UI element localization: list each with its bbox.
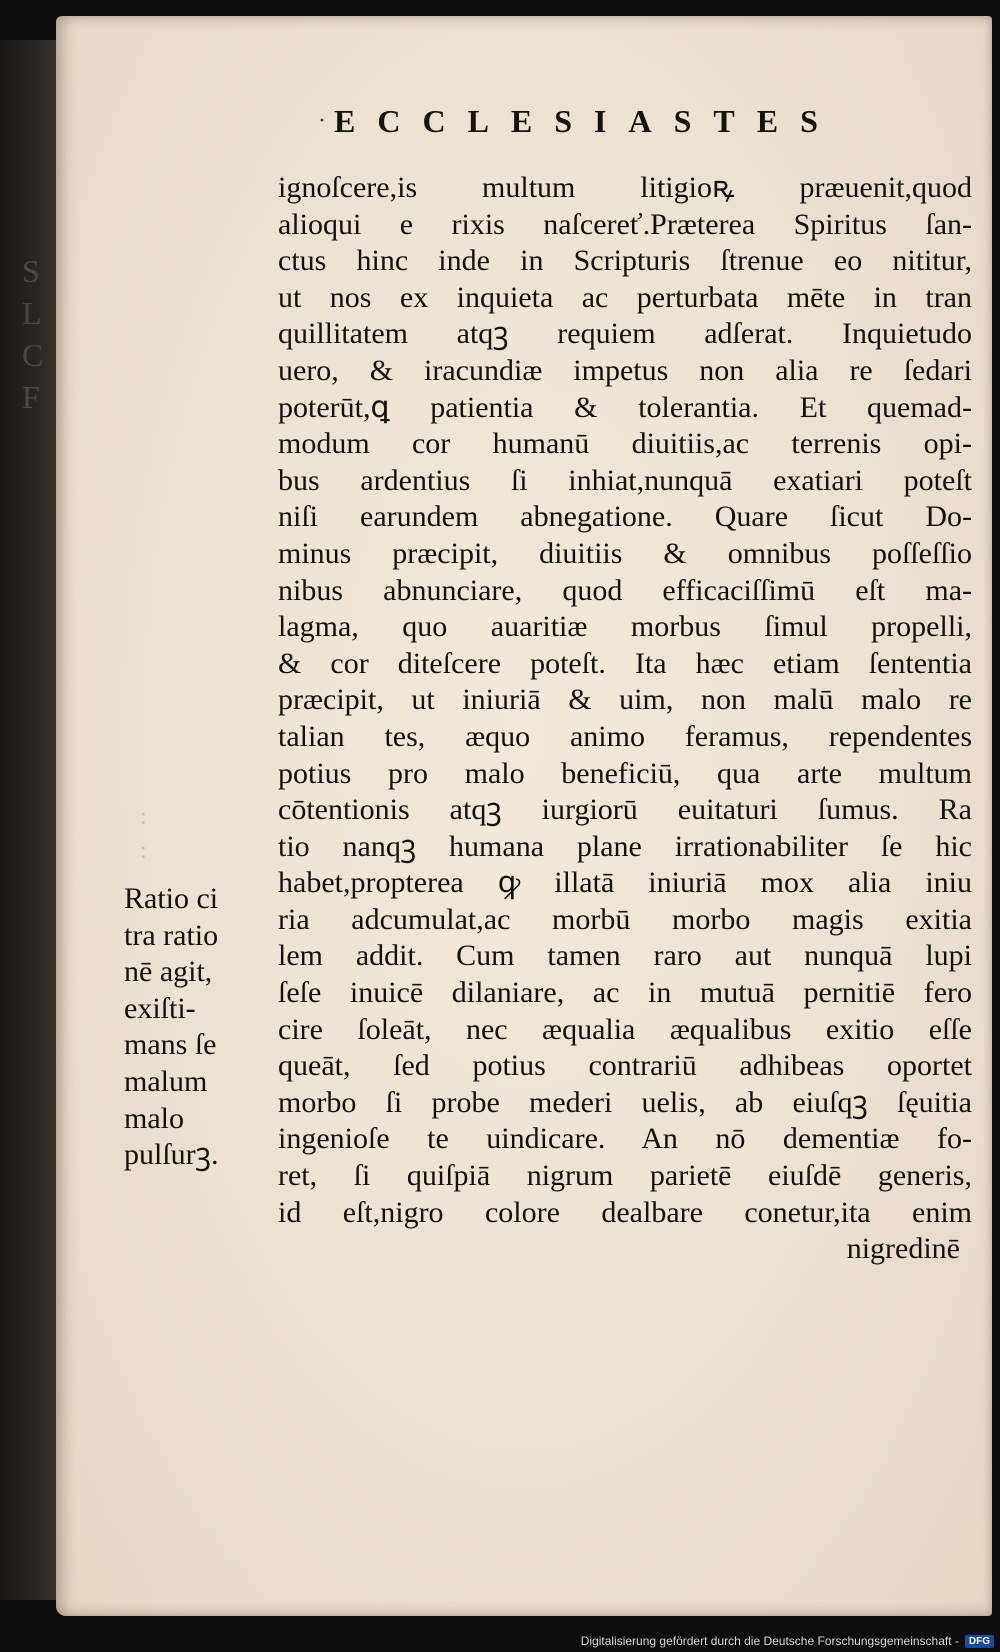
marginal-note-line: pulſurꝫ. (124, 1138, 219, 1172)
text-line: poterūt,ꝗ patientia & tolerantia. Et quemad- (278, 390, 972, 424)
text-line: bus ardentius ſi inhiat,nunquā exatiari poteſt (278, 463, 972, 497)
text-line: ria adcumulat,ac morbū morbo magis exitia (278, 902, 972, 936)
catchword: nigredinē (846, 1232, 960, 1266)
text-line: cire ſoleāt, nec æqualia æqualibus exitio eſſe (278, 1012, 972, 1046)
text-line: modum cor humanū diuitiis,ac terrenis opi- (278, 427, 972, 461)
text-line: cōtentionis atqꝫ iurgiorū euitaturi ſumus. Ra (278, 793, 972, 827)
running-head (318, 96, 878, 146)
body-text (278, 170, 972, 1268)
marginal-note-line: malo (124, 1101, 184, 1135)
text-line: id eſt,nigro colore dealbare conetur,ita enim (278, 1195, 972, 1229)
text-line: minus præcipit, diuitiis & omnibus poſſeſſio (278, 536, 972, 570)
marginal-note-line: exiſti- (124, 991, 196, 1025)
marginal-bleed-through: : : (140, 804, 147, 864)
text-line: alioqui e rixis naſcereť.Præterea Spiritus ſan- (278, 207, 972, 241)
marginal-note-line: Ratio ci (124, 882, 219, 915)
text-line: uero, & iracundiæ impetus non alia re ſedari (278, 353, 972, 387)
text-line: quillitatem atqꝫ requiem adſerat. Inquietudo (278, 317, 972, 351)
footer-credit: Digitalisierung gefördert durch die Deutsche Forschungsgemeinschaft - (580, 1634, 959, 1648)
marginal-note-line: mans ſe (124, 1028, 217, 1062)
marginal-note-line: malum (124, 1064, 208, 1098)
text-line: habet,propterea ꝙ illatā iniuriā mox alia iniu (278, 866, 972, 900)
text-line: ret, ſi quiſpiā nigrum parietē eiuſdē generis, (278, 1159, 972, 1193)
text-line: niſi earundem abnegatione. Quare ſicut Do- (278, 500, 972, 534)
footer-bar (575, 1630, 996, 1652)
text-line: lem addit. Cum tamen raro aut nunquā lupi (278, 939, 972, 973)
text-line: tio nanqꝫ humana plane irrationabiliter ſe hic (278, 829, 972, 863)
text-line: ignoſcere,is multum litigioꝶ præuenit,quod (278, 171, 972, 204)
text-line: potius pro malo beneficiū, qua arte multum (278, 756, 972, 790)
marginal-note-line: nē agit, (124, 955, 213, 989)
text-line: nibus abnunciare, quod efficaciſſimū eſt ma- (278, 573, 972, 607)
text-line: morbo ſi probe mederi uelis, ab eiuſqꝫ ſęuitia (278, 1085, 972, 1119)
bleed-through-text: S L C F (22, 253, 44, 415)
text-line: præcipit, ut iniuriā & uim, non malū malo re (278, 683, 972, 717)
text-line: talian tes, æquo animo feramus, rependentes (278, 719, 972, 753)
marginal-note (124, 881, 272, 1174)
dfg-logo: DFG (965, 1635, 994, 1648)
text-line: & cor diteſcere poteſt. Ita hæc etiam ſententia (278, 646, 972, 680)
text-line: lagma, quo auaritiæ morbus ſimul propelli, (278, 610, 972, 644)
ornament-dot: · (318, 107, 326, 134)
running-head-title: ECCLESIASTES (334, 102, 840, 139)
marginal-note-line: tra ratio (124, 918, 219, 952)
text-line: ut nos ex inquieta ac perturbata mēte in tran (278, 280, 972, 314)
text-line: ingenioſe te uindicare. An nō dementiæ fo- (278, 1122, 972, 1156)
text-line: ctus hinc inde in Scripturis ſtrenue eo nititur, (278, 244, 972, 278)
adjacent-page-edge (0, 40, 60, 1600)
text-line: queāt, ſed potius contrariū adhibeas oportet (278, 1049, 972, 1083)
text-line: ſeſe inuicē dilaniare, ac in mutuā pernitiē fero (278, 976, 972, 1010)
